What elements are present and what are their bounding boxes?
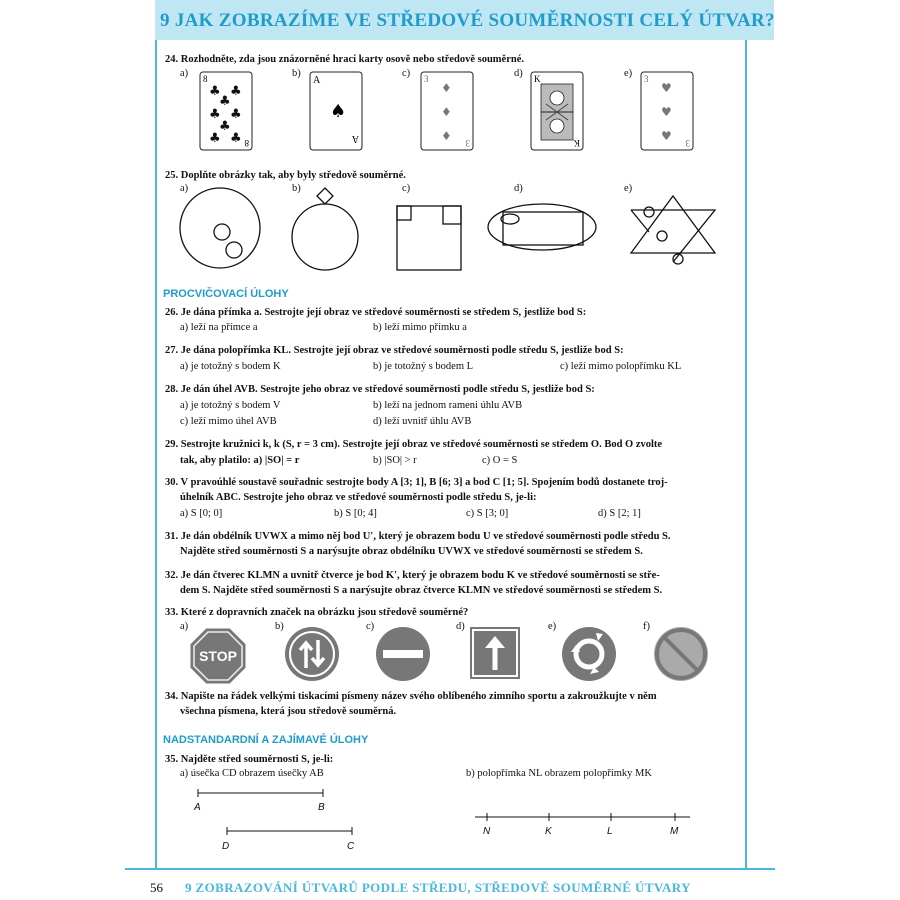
- svg-text:K: K: [534, 74, 541, 84]
- svg-text:K: K: [545, 826, 552, 837]
- q35-option-a: a) úsečka CD obrazem úsečky AB: [180, 768, 324, 779]
- svg-text:3: 3: [685, 138, 690, 148]
- q24-label-a: a): [180, 68, 189, 79]
- svg-text:L: L: [607, 826, 613, 837]
- q25-label-a: a): [180, 183, 189, 194]
- segment-dc: [222, 827, 355, 852]
- svg-text:♣: ♣: [230, 84, 242, 99]
- q29-line2: tak, aby platilo: a) |SO| = r: [180, 455, 300, 466]
- svg-text:8: 8: [203, 74, 208, 84]
- svg-text:3: 3: [424, 74, 429, 84]
- section-title-practice: PROCVIČOVACÍ ÚLOHY: [163, 288, 289, 300]
- q28-option-b: b) leží na jednom rameni úhlu AVB: [373, 400, 523, 411]
- svg-text:♥: ♥: [661, 129, 672, 143]
- q28-option-d: d) leží uvnitř úhlu AVB: [373, 416, 472, 427]
- svg-text:3: 3: [644, 74, 649, 84]
- section-title-advanced: NADSTANDARDNÍ A ZAJÍMAVÉ ÚLOHY: [163, 734, 369, 746]
- q30-line2: úhelník ABC. Sestrojte jeho obraz ve středové souměrnosti podle středu S, je-li:: [180, 492, 537, 503]
- svg-text:♣: ♣: [219, 94, 231, 109]
- q31-line1: 31. Je dán obdélník UVWX a mimo něj bod U′, který je obrazem bodu U ve středové souměrnosti podle středu S.: [165, 531, 671, 542]
- q27-text: 27. Je dána polopřímka KL. Sestrojte její obraz ve středové souměrnosti podle středu S, jestliže bod S:: [165, 345, 624, 356]
- q29-option-c: c) O = S: [482, 455, 518, 466]
- q28-option-c: c) leží mimo úhel AVB: [180, 416, 277, 427]
- svg-text:A: A: [313, 75, 321, 86]
- q24-text: 24. Rozhodněte, zda jsou znázorněné hrací karty osově nebo středově souměrné.: [165, 54, 525, 65]
- q30-option-d: d) S [2; 1]: [598, 508, 641, 519]
- q33-label-d: d): [456, 621, 465, 632]
- q27-option-a: a) je totožný s bodem K: [180, 361, 281, 372]
- q33-label-a: a): [180, 621, 189, 632]
- q33-label-b: b): [275, 621, 284, 632]
- ray-line-nklm: [475, 813, 690, 837]
- q25-label-d: d): [514, 183, 523, 194]
- svg-text:♦: ♦: [441, 129, 452, 143]
- svg-text:C: C: [347, 841, 355, 852]
- q28-option-a: a) je totožný s bodem V: [180, 400, 281, 411]
- q24-label-c: c): [402, 68, 411, 79]
- svg-text:B: B: [318, 802, 325, 813]
- q30-option-c: c) S [3; 0]: [466, 508, 509, 519]
- q32-line1: 32. Je dán čtverec KLMN a uvnitř čtverce je bod K′, který je obrazem bodu K ve středové souměrnosti se stře-: [165, 570, 660, 581]
- q25-text: 25. Doplňte obrázky tak, aby byly středově souměrné.: [165, 170, 406, 181]
- svg-text:♣: ♣: [219, 119, 231, 134]
- q30-option-a: a) S [0; 0]: [180, 508, 223, 519]
- q31-line2: Najděte střed souměrnosti S a narýsujte obraz obdélníku UVWX ve středové souměrnosti se středem S.: [180, 546, 643, 557]
- svg-text:STOP: STOP: [199, 648, 237, 664]
- footer-chapter-title: 9 ZOBRAZOVÁNÍ ÚTVARŮ PODLE STŘEDU, STŘEDOVĚ SOUMĚRNÉ ÚTVARY: [185, 880, 691, 895]
- svg-text:♦: ♦: [441, 105, 452, 119]
- svg-text:♦: ♦: [441, 81, 452, 95]
- q25-label-b: b): [292, 183, 301, 194]
- q35-text: 35. Najděte střed souměrnosti S, je-li:: [165, 754, 334, 765]
- q25-label-c: c): [402, 183, 411, 194]
- q24-label-d: d): [514, 68, 523, 79]
- svg-text:♥: ♥: [661, 81, 672, 95]
- q28-text: 28. Je dán úhel AVB. Sestrojte jeho obraz ve středové souměrnosti podle středu S, jestliže bod S:: [165, 384, 595, 395]
- q24-label-b: b): [292, 68, 301, 79]
- q33-text: 33. Které z dopravních značek na obrázku jsou středově souměrné?: [165, 607, 469, 618]
- q26-option-b: b) leží mimo přímku a: [373, 322, 467, 333]
- svg-text:♣: ♣: [209, 107, 221, 122]
- q24-label-e: e): [624, 68, 633, 79]
- q30-line1: 30. V pravoúhlé soustavě souřadnic sestrojte body A [3; 1], B [6; 3] a bod C [1; 5]. Spojením bodů dostanete troj-: [165, 477, 668, 488]
- svg-text:D: D: [222, 841, 230, 852]
- svg-text:K: K: [573, 138, 580, 148]
- q29-option-b: b) |SO| > r: [373, 455, 417, 466]
- svg-text:♣: ♣: [230, 107, 242, 122]
- q29-line1: 29. Sestrojte kružnici k, k (S, r = 3 cm). Sestrojte její obraz ve středové souměrnosti se středem O. Bod O zvolte: [165, 439, 663, 450]
- svg-text:N: N: [483, 826, 491, 837]
- q26-text: 26. Je dána přímka a. Sestrojte její obraz ve středové souměrnosti se středem S, jestliže bod S:: [165, 307, 587, 318]
- segment-ab: [193, 789, 325, 813]
- q34-line1: 34. Napište na řádek velkými tiskacími písmeny název svého oblíbeného zimního sportu a zakroužkujte v něm: [165, 691, 657, 702]
- svg-text:M: M: [670, 826, 679, 837]
- footer-divider: [125, 868, 775, 870]
- svg-text:♣: ♣: [230, 131, 242, 146]
- svg-text:8: 8: [244, 138, 249, 148]
- svg-text:♣: ♣: [209, 84, 221, 99]
- page-number: 56: [150, 880, 163, 895]
- svg-text:A: A: [194, 802, 201, 813]
- svg-text:3: 3: [465, 138, 470, 148]
- q30-option-b: b) S [0; 4]: [334, 508, 377, 519]
- q27-option-b: b) je totožný s bodem L: [373, 361, 474, 372]
- svg-text:♠: ♠: [330, 101, 347, 122]
- q32-line2: dem S. Najděte střed souměrnosti S a narýsujte obraz čtverce KLMN ve středové souměrnosti se středem S.: [180, 585, 663, 596]
- q27-option-c: c) leží mimo polopřímku KL: [560, 361, 682, 372]
- svg-text:A: A: [351, 133, 359, 144]
- chapter-title: 9 JAK ZOBRAZÍME VE STŘEDOVÉ SOUMĚRNOSTI CELÝ ÚTVAR?: [160, 10, 775, 31]
- q33-label-e: e): [548, 621, 557, 632]
- svg-text:♥: ♥: [661, 105, 672, 119]
- q33-label-c: c): [366, 621, 375, 632]
- q35-option-b: b) polopřímka NL obrazem polopřímky MK: [466, 768, 652, 779]
- q34-line2: všechna písmena, která jsou středově souměrná.: [180, 706, 397, 717]
- q25-label-e: e): [624, 183, 633, 194]
- q33-label-f: f): [643, 621, 650, 632]
- q26-option-a: a) leží na přímce a: [180, 322, 258, 333]
- svg-text:♣: ♣: [209, 131, 221, 146]
